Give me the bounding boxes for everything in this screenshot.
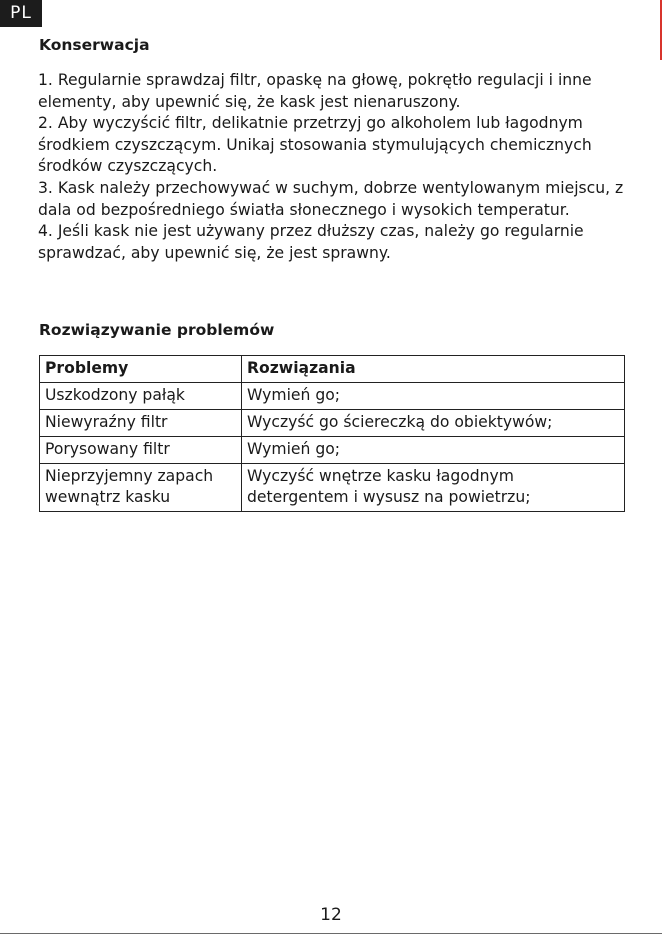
table-header-row: [40, 356, 625, 383]
column-header-solutions: Rozwiązania: [242, 356, 625, 383]
page-number: 12: [320, 905, 342, 925]
column-header-problems: Problemy: [40, 356, 242, 383]
maintenance-heading: Konserwacja: [39, 36, 150, 54]
solution-cell: Wymień go;: [242, 437, 625, 464]
maintenance-step: 2. Aby wyczyścić filtr, delikatnie przetrzyj go alkoholem lub łagodnym środkiem czyszczącym. Unikaj stosowania stymulujących chemicznych środków czyszczących.: [38, 114, 592, 176]
bottom-divider: [0, 933, 662, 934]
table-row: [40, 383, 625, 410]
maintenance-step: 3. Kask należy przechowywać w suchym, dobrze wentylowanym miejscu, z dala od bezpośredniego światła słonecznego i wysokich temperatur.: [38, 178, 624, 219]
language-tab: PL: [0, 0, 42, 27]
problem-cell: Nieprzyjemny zapach wewnątrz kasku: [40, 464, 242, 512]
maintenance-steps: [38, 70, 638, 264]
solution-cell: Wymień go;: [242, 383, 625, 410]
troubleshooting-table: [39, 355, 625, 512]
solution-cell: Wyczyść go ściereczką do obiektywów;: [242, 410, 625, 437]
table-row: [40, 437, 625, 464]
table-row: [40, 464, 625, 512]
table-row: [40, 410, 625, 437]
solution-cell: Wyczyść wnętrze kasku łagodnym detergentem i wysusz na powietrzu;: [242, 464, 625, 512]
maintenance-step: 4. Jeśli kask nie jest używany przez dłuższy czas, należy go regularnie sprawdzać, aby upewnić się, że jest sprawny.: [38, 222, 584, 262]
problem-cell: Uszkodzony pałąk: [40, 383, 242, 410]
troubleshooting-heading: Rozwiązywanie problemów: [39, 321, 275, 339]
problem-cell: Porysowany filtr: [40, 437, 242, 464]
maintenance-step: 1. Regularnie sprawdzaj filtr, opaskę na głowę, pokrętło regulacji i inne elementy, aby upewnić się, że kask jest nienaruszony.: [38, 71, 592, 111]
problem-cell: Niewyraźny filtr: [40, 410, 242, 437]
